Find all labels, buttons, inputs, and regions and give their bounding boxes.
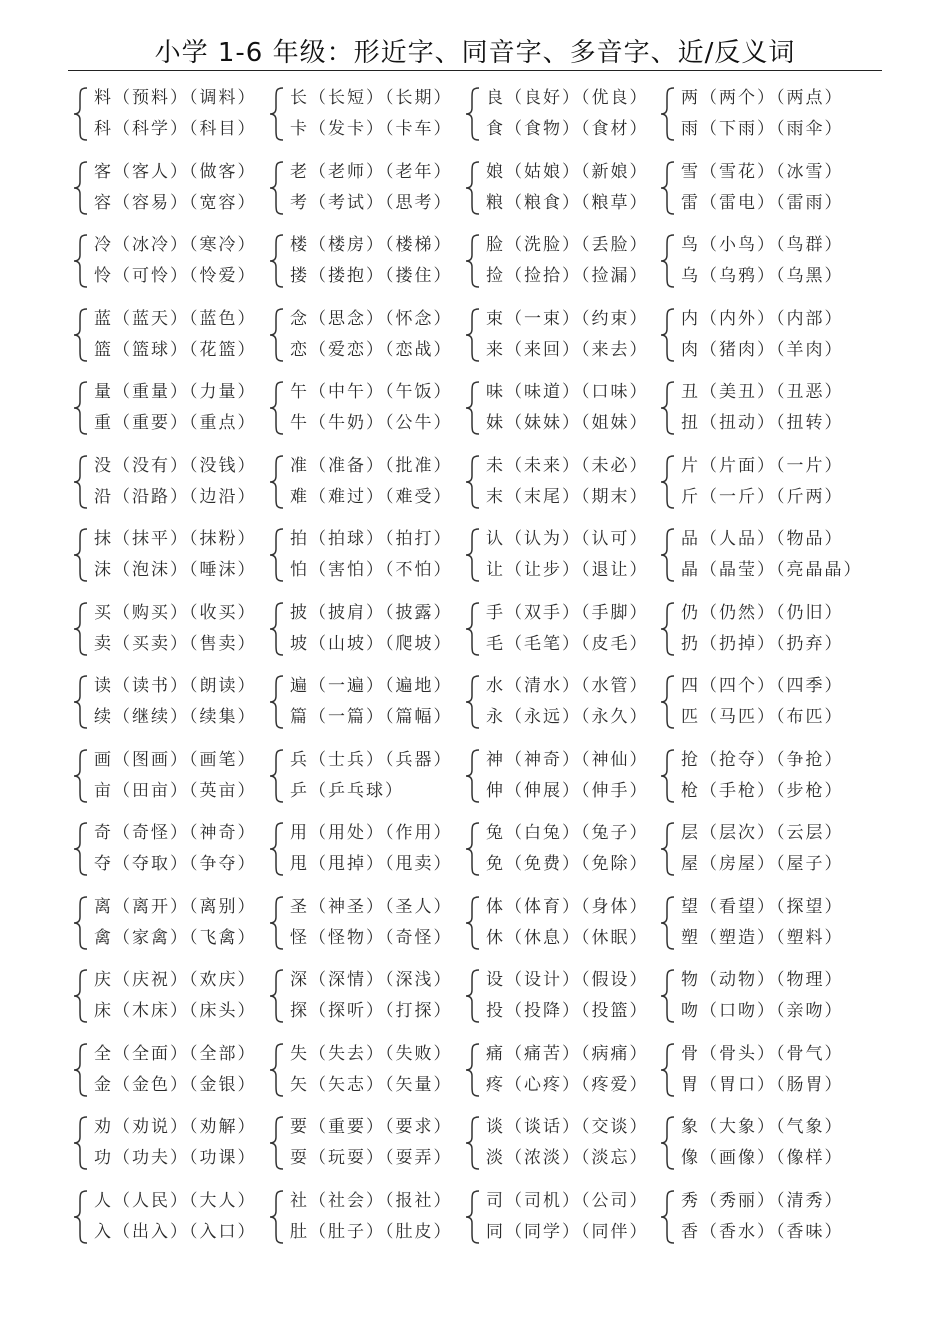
word-group bbox=[464, 746, 654, 806]
left-brace-icon bbox=[72, 674, 90, 730]
left-brace-icon bbox=[659, 748, 677, 804]
word-line-top: 脸（洗脸）（丢脸） bbox=[486, 235, 649, 255]
word-line-bottom: 扔（扔掉）（扔弃） bbox=[681, 633, 844, 654]
word-line-bottom: 床（木床）（床头） bbox=[94, 1001, 257, 1021]
left-brace-icon bbox=[464, 307, 482, 363]
word-line-top: 量（重量）（力量） bbox=[94, 382, 257, 402]
word-line-bottom: 科（科学）（科目） bbox=[94, 119, 257, 139]
word-line-top: 抢（抢夺）（争抢） bbox=[681, 749, 844, 770]
left-brace-icon bbox=[464, 527, 482, 583]
word-group bbox=[72, 1113, 262, 1173]
word-group bbox=[72, 1040, 262, 1100]
word-group bbox=[72, 966, 262, 1026]
word-group bbox=[464, 819, 654, 879]
word-line-bottom: 屋（房屋）（屋子） bbox=[681, 854, 844, 874]
word-line-bottom: 像（画像）（像样） bbox=[681, 1148, 844, 1168]
word-line-top: 奇（奇怪）（神奇） bbox=[94, 823, 257, 843]
word-line-top: 楼（楼房）（楼梯） bbox=[290, 235, 453, 255]
word-group bbox=[268, 746, 458, 806]
left-brace-icon bbox=[72, 233, 90, 289]
word-line-top: 物（动物）（物理） bbox=[681, 970, 844, 990]
word-group bbox=[659, 305, 849, 365]
word-group bbox=[268, 599, 458, 659]
left-brace-icon bbox=[72, 1115, 90, 1171]
left-brace-icon bbox=[72, 86, 90, 142]
word-line-bottom: 甩（甩掉）（甩卖） bbox=[290, 854, 453, 874]
word-group bbox=[464, 1187, 654, 1247]
word-group bbox=[464, 1113, 654, 1173]
left-brace-icon bbox=[659, 601, 677, 657]
word-row bbox=[72, 893, 872, 953]
word-group bbox=[72, 672, 262, 732]
word-group bbox=[659, 599, 849, 659]
word-line-top: 良（良好）（优良） bbox=[486, 88, 649, 108]
left-brace-icon bbox=[268, 674, 286, 730]
left-brace-icon bbox=[659, 895, 677, 951]
word-row bbox=[72, 452, 872, 512]
word-line-bottom: 乒（乒乓球） bbox=[290, 780, 404, 801]
left-brace-icon bbox=[72, 895, 90, 951]
word-group bbox=[268, 1040, 458, 1100]
word-line-top: 念（思念）（怀念） bbox=[290, 308, 453, 329]
title-divider bbox=[68, 70, 882, 71]
word-line-top: 离（离开）（离别） bbox=[94, 896, 257, 917]
word-line-bottom: 吻（口吻）（亲吻） bbox=[681, 1001, 844, 1021]
word-line-bottom: 容（容易）（宽容） bbox=[94, 192, 257, 213]
word-line-top: 拍（拍球）（拍打） bbox=[290, 529, 453, 549]
word-line-top: 手（双手）（手脚） bbox=[486, 602, 649, 623]
word-group bbox=[659, 1113, 849, 1173]
left-brace-icon bbox=[72, 1189, 90, 1245]
word-group bbox=[72, 599, 262, 659]
word-line-top: 圣（神圣）（圣人） bbox=[290, 896, 453, 917]
word-line-bottom: 粮（粮食）（粮草） bbox=[486, 192, 649, 213]
left-brace-icon bbox=[659, 86, 677, 142]
word-line-top: 兔（白兔）（兔子） bbox=[486, 823, 649, 843]
left-brace-icon bbox=[464, 160, 482, 216]
word-line-top: 画（图画）（画笔） bbox=[94, 749, 257, 770]
word-group bbox=[268, 672, 458, 732]
left-brace-icon bbox=[659, 160, 677, 216]
word-line-top: 象（大象）（气象） bbox=[681, 1117, 844, 1137]
word-line-bottom: 投（投降）（投篮） bbox=[486, 1001, 649, 1021]
word-line-top: 仍（仍然）（仍旧） bbox=[681, 602, 844, 623]
word-line-bottom: 来（来回）（来去） bbox=[486, 339, 649, 360]
word-row bbox=[72, 231, 872, 291]
word-line-bottom: 肉（猪肉）（羊肉） bbox=[681, 339, 844, 360]
word-line-top: 客（客人）（做客） bbox=[94, 161, 257, 182]
word-row bbox=[72, 1113, 872, 1173]
word-line-bottom: 枪（手枪）（步枪） bbox=[681, 780, 844, 801]
left-brace-icon bbox=[72, 821, 90, 877]
left-brace-icon bbox=[659, 233, 677, 289]
left-brace-icon bbox=[268, 160, 286, 216]
word-line-bottom: 晶（晶莹）（亮晶晶） bbox=[681, 560, 863, 580]
word-line-bottom: 肚（肚子）（肚皮） bbox=[290, 1221, 453, 1242]
word-row bbox=[72, 1187, 872, 1247]
left-brace-icon bbox=[72, 748, 90, 804]
word-line-top: 劝（劝说）（劝解） bbox=[94, 1117, 257, 1137]
word-line-bottom: 永（永远）（永久） bbox=[486, 707, 649, 727]
word-line-top: 娘（姑娘）（新娘） bbox=[486, 161, 649, 182]
word-line-top: 四（四个）（四季） bbox=[681, 676, 844, 696]
left-brace-icon bbox=[659, 1189, 677, 1245]
word-line-bottom: 搂（搂抱）（搂住） bbox=[290, 266, 453, 286]
left-brace-icon bbox=[659, 1115, 677, 1171]
left-brace-icon bbox=[268, 821, 286, 877]
word-group bbox=[464, 158, 654, 218]
word-line-bottom: 怜（可怜）（怜爱） bbox=[94, 266, 257, 286]
word-row bbox=[72, 746, 872, 806]
word-group bbox=[659, 1040, 849, 1100]
word-line-top: 雪（雪花）（冰雪） bbox=[681, 161, 844, 182]
word-group bbox=[659, 231, 849, 291]
word-line-top: 冷（冰冷）（寒冷） bbox=[94, 235, 257, 255]
word-line-bottom: 免（免费）（免除） bbox=[486, 854, 649, 874]
left-brace-icon bbox=[72, 454, 90, 510]
word-line-top: 遍（一遍）（遍地） bbox=[290, 676, 453, 696]
left-brace-icon bbox=[268, 1189, 286, 1245]
left-brace-icon bbox=[659, 821, 677, 877]
word-group bbox=[659, 158, 849, 218]
word-group bbox=[268, 1113, 458, 1173]
left-brace-icon bbox=[464, 601, 482, 657]
word-line-top: 抹（抹平）（抹粉） bbox=[94, 529, 257, 549]
word-group bbox=[464, 966, 654, 1026]
word-line-top: 兵（士兵）（兵器） bbox=[290, 749, 453, 770]
word-line-top: 束（一束）（约束） bbox=[486, 308, 649, 329]
left-brace-icon bbox=[268, 86, 286, 142]
left-brace-icon bbox=[268, 748, 286, 804]
word-line-bottom: 篇（一篇）（篇幅） bbox=[290, 707, 453, 727]
word-line-bottom: 斤（一斤）（斤两） bbox=[681, 486, 844, 507]
left-brace-icon bbox=[72, 601, 90, 657]
word-group bbox=[464, 378, 654, 438]
word-group bbox=[464, 672, 654, 732]
word-group bbox=[268, 819, 458, 879]
word-line-top: 丑（美丑）（丑恶） bbox=[681, 382, 844, 402]
word-line-top: 司（司机）（公司） bbox=[486, 1190, 649, 1211]
left-brace-icon bbox=[268, 527, 286, 583]
word-group bbox=[72, 84, 262, 144]
word-line-bottom: 亩（田亩）（英亩） bbox=[94, 780, 257, 801]
word-line-top: 设（设计）（假设） bbox=[486, 970, 649, 990]
word-group bbox=[72, 893, 262, 953]
word-line-bottom: 胃（胃口）（肠胃） bbox=[681, 1074, 844, 1095]
word-line-bottom: 怕（害怕）（不怕） bbox=[290, 560, 453, 580]
word-line-bottom: 休（休息）（休眠） bbox=[486, 927, 649, 948]
word-group bbox=[464, 305, 654, 365]
left-brace-icon bbox=[268, 1115, 286, 1171]
word-line-top: 料（预料）（调料） bbox=[94, 88, 257, 108]
word-line-top: 读（读书）（朗读） bbox=[94, 676, 257, 696]
word-line-bottom: 伸（伸展）（伸手） bbox=[486, 780, 649, 801]
word-line-bottom: 难（难过）（难受） bbox=[290, 486, 453, 507]
left-brace-icon bbox=[464, 1115, 482, 1171]
word-line-top: 准（准备）（批准） bbox=[290, 455, 453, 476]
word-line-top: 内（内外）（内部） bbox=[681, 308, 844, 329]
word-line-bottom: 扭（扭动）（扭转） bbox=[681, 413, 844, 433]
word-line-top: 水（清水）（水管） bbox=[486, 676, 649, 696]
word-group bbox=[659, 966, 849, 1026]
word-group bbox=[268, 158, 458, 218]
word-group bbox=[72, 231, 262, 291]
word-line-bottom: 疼（心疼）（疼爱） bbox=[486, 1074, 649, 1095]
word-line-bottom: 香（香水）（香味） bbox=[681, 1221, 844, 1242]
word-line-top: 午（中午）（午饭） bbox=[290, 382, 453, 402]
word-line-top: 片（片面）（一片） bbox=[681, 455, 844, 476]
word-group bbox=[464, 84, 654, 144]
word-line-bottom: 矢（矢志）（矢量） bbox=[290, 1074, 453, 1095]
word-line-bottom: 让（让步）（退让） bbox=[486, 560, 649, 580]
word-line-bottom: 乌（乌鸦）（乌黑） bbox=[681, 266, 844, 286]
word-line-top: 全（全面）（全部） bbox=[94, 1043, 257, 1064]
word-group bbox=[268, 305, 458, 365]
word-line-bottom: 坡（山坡）（爬坡） bbox=[290, 633, 453, 654]
left-brace-icon bbox=[268, 380, 286, 436]
word-group bbox=[659, 525, 863, 585]
left-brace-icon bbox=[464, 86, 482, 142]
left-brace-icon bbox=[268, 968, 286, 1024]
word-line-top: 要（重要）（要求） bbox=[290, 1117, 453, 1137]
word-line-top: 未（未来）（未必） bbox=[486, 455, 649, 476]
word-line-bottom: 食（食物）（食材） bbox=[486, 119, 649, 139]
left-brace-icon bbox=[268, 601, 286, 657]
word-line-top: 披（披肩）（披露） bbox=[290, 602, 453, 623]
word-group bbox=[464, 452, 654, 512]
word-line-top: 没（没有）（没钱） bbox=[94, 455, 257, 476]
word-row bbox=[72, 525, 872, 585]
left-brace-icon bbox=[72, 380, 90, 436]
left-brace-icon bbox=[268, 307, 286, 363]
word-line-bottom: 续（继续）（续集） bbox=[94, 707, 257, 727]
word-group bbox=[268, 893, 458, 953]
word-line-bottom: 雨（下雨）（雨伞） bbox=[681, 119, 844, 139]
left-brace-icon bbox=[464, 748, 482, 804]
word-line-top: 社（社会）（报社） bbox=[290, 1190, 453, 1211]
word-line-bottom: 功（功夫）（功课） bbox=[94, 1148, 257, 1168]
left-brace-icon bbox=[268, 1042, 286, 1098]
word-group bbox=[464, 893, 654, 953]
word-line-bottom: 牛（牛奶）（公牛） bbox=[290, 413, 453, 433]
word-group bbox=[464, 1040, 654, 1100]
left-brace-icon bbox=[464, 821, 482, 877]
word-row bbox=[72, 1040, 872, 1100]
word-line-bottom: 重（重要）（重点） bbox=[94, 413, 257, 433]
left-brace-icon bbox=[72, 968, 90, 1024]
word-line-top: 认（认为）（认可） bbox=[486, 529, 649, 549]
word-group bbox=[72, 158, 262, 218]
word-group bbox=[659, 84, 849, 144]
left-brace-icon bbox=[72, 527, 90, 583]
left-brace-icon bbox=[464, 968, 482, 1024]
word-group bbox=[72, 452, 262, 512]
word-line-bottom: 恋（爱恋）（恋战） bbox=[290, 339, 453, 360]
left-brace-icon bbox=[659, 380, 677, 436]
word-group bbox=[268, 1187, 458, 1247]
word-line-bottom: 淡（浓淡）（淡忘） bbox=[486, 1148, 649, 1168]
word-line-bottom: 禽（家禽）（飞禽） bbox=[94, 927, 257, 948]
word-line-top: 深（深情）（深浅） bbox=[290, 970, 453, 990]
left-brace-icon bbox=[659, 674, 677, 730]
word-line-bottom: 怪（怪物）（奇怪） bbox=[290, 927, 453, 948]
word-group bbox=[659, 1187, 849, 1247]
word-row bbox=[72, 819, 872, 879]
word-line-bottom: 耍（玩耍）（耍弄） bbox=[290, 1148, 453, 1168]
word-line-top: 失（失去）（失败） bbox=[290, 1043, 453, 1064]
word-line-bottom: 末（末尾）（期末） bbox=[486, 486, 649, 507]
word-line-top: 骨（骨头）（骨气） bbox=[681, 1043, 844, 1064]
word-group bbox=[268, 452, 458, 512]
word-line-top: 长（长短）（长期） bbox=[290, 88, 453, 108]
word-line-top: 用（用处）（作用） bbox=[290, 823, 453, 843]
left-brace-icon bbox=[464, 233, 482, 289]
word-group bbox=[464, 525, 654, 585]
word-line-top: 庆（庆祝）（欢庆） bbox=[94, 970, 257, 990]
word-line-bottom: 沿（沿路）（边沿） bbox=[94, 486, 257, 507]
word-line-bottom: 篮（篮球）（花篮） bbox=[94, 339, 257, 360]
word-group bbox=[72, 746, 262, 806]
word-group bbox=[72, 305, 262, 365]
word-line-bottom: 探（探听）（打探） bbox=[290, 1001, 453, 1021]
word-group bbox=[464, 231, 654, 291]
left-brace-icon bbox=[72, 1042, 90, 1098]
word-group bbox=[72, 819, 262, 879]
left-brace-icon bbox=[268, 233, 286, 289]
left-brace-icon bbox=[464, 454, 482, 510]
word-group bbox=[268, 231, 458, 291]
word-line-bottom: 卖（买卖）（售卖） bbox=[94, 633, 257, 654]
word-line-bottom: 夺（夺取）（争夺） bbox=[94, 854, 257, 874]
word-line-bottom: 沫（泡沫）（唾沫） bbox=[94, 560, 257, 580]
word-line-bottom: 同（同学）（同伴） bbox=[486, 1221, 649, 1242]
left-brace-icon bbox=[659, 1042, 677, 1098]
word-group bbox=[72, 525, 262, 585]
word-line-top: 蓝（蓝天）（蓝色） bbox=[94, 308, 257, 329]
word-line-top: 老（老师）（老年） bbox=[290, 161, 453, 182]
word-line-top: 神（神奇）（神仙） bbox=[486, 749, 649, 770]
left-brace-icon bbox=[464, 380, 482, 436]
word-group bbox=[268, 378, 458, 438]
word-row bbox=[72, 672, 872, 732]
word-row bbox=[72, 305, 872, 365]
left-brace-icon bbox=[72, 307, 90, 363]
left-brace-icon bbox=[659, 968, 677, 1024]
word-line-top: 体（体育）（身体） bbox=[486, 896, 649, 917]
left-brace-icon bbox=[72, 160, 90, 216]
word-line-top: 味（味道）（口味） bbox=[486, 382, 649, 402]
word-line-top: 鸟（小鸟）（鸟群） bbox=[681, 235, 844, 255]
word-group bbox=[659, 819, 849, 879]
word-group bbox=[659, 672, 849, 732]
word-line-top: 买（购买）（收买） bbox=[94, 602, 257, 623]
word-line-bottom: 塑（塑造）（塑料） bbox=[681, 927, 844, 948]
word-line-bottom: 匹（马匹）（布匹） bbox=[681, 707, 844, 727]
left-brace-icon bbox=[464, 895, 482, 951]
word-group bbox=[72, 1187, 262, 1247]
word-line-top: 两（两个）（两点） bbox=[681, 88, 844, 108]
word-line-bottom: 金（金色）（金银） bbox=[94, 1074, 257, 1095]
page-title: 小学 1-6 年级：形近字、同音字、多音字、近/反义词 bbox=[154, 38, 796, 68]
left-brace-icon bbox=[268, 895, 286, 951]
word-row bbox=[72, 84, 872, 144]
word-line-top: 秀（秀丽）（清秀） bbox=[681, 1190, 844, 1211]
left-brace-icon bbox=[268, 454, 286, 510]
left-brace-icon bbox=[464, 1042, 482, 1098]
left-brace-icon bbox=[464, 1189, 482, 1245]
word-group bbox=[659, 378, 849, 438]
left-brace-icon bbox=[464, 674, 482, 730]
word-group bbox=[659, 452, 849, 512]
word-line-bottom: 毛（毛笔）（皮毛） bbox=[486, 633, 649, 654]
word-line-top: 品（人品）（物品） bbox=[681, 529, 844, 549]
word-group bbox=[72, 378, 262, 438]
word-row bbox=[72, 378, 872, 438]
word-group bbox=[659, 893, 849, 953]
word-line-bottom: 雷（雷电）（雷雨） bbox=[681, 192, 844, 213]
word-line-bottom: 入（出入）（入口） bbox=[94, 1221, 257, 1242]
word-line-top: 望（看望）（探望） bbox=[681, 896, 844, 917]
word-line-top: 痛（痛苦）（病痛） bbox=[486, 1043, 649, 1064]
word-row bbox=[72, 966, 872, 1026]
left-brace-icon bbox=[659, 527, 677, 583]
word-group bbox=[268, 84, 458, 144]
word-group bbox=[268, 966, 458, 1026]
left-brace-icon bbox=[659, 307, 677, 363]
word-row bbox=[72, 158, 872, 218]
word-group bbox=[268, 525, 458, 585]
word-row bbox=[72, 599, 872, 659]
word-line-top: 层（层次）（云层） bbox=[681, 823, 844, 843]
word-line-bottom: 捡（捡拾）（捡漏） bbox=[486, 266, 649, 286]
word-line-top: 谈（谈话）（交谈） bbox=[486, 1117, 649, 1137]
word-line-top: 人（人民）（大人） bbox=[94, 1190, 257, 1211]
word-line-bottom: 妹（妹妹）（姐妹） bbox=[486, 413, 649, 433]
word-line-bottom: 卡（发卡）（卡车） bbox=[290, 119, 453, 139]
left-brace-icon bbox=[659, 454, 677, 510]
word-line-bottom: 考（考试）（思考） bbox=[290, 192, 453, 213]
word-group bbox=[464, 599, 654, 659]
word-group bbox=[659, 746, 849, 806]
